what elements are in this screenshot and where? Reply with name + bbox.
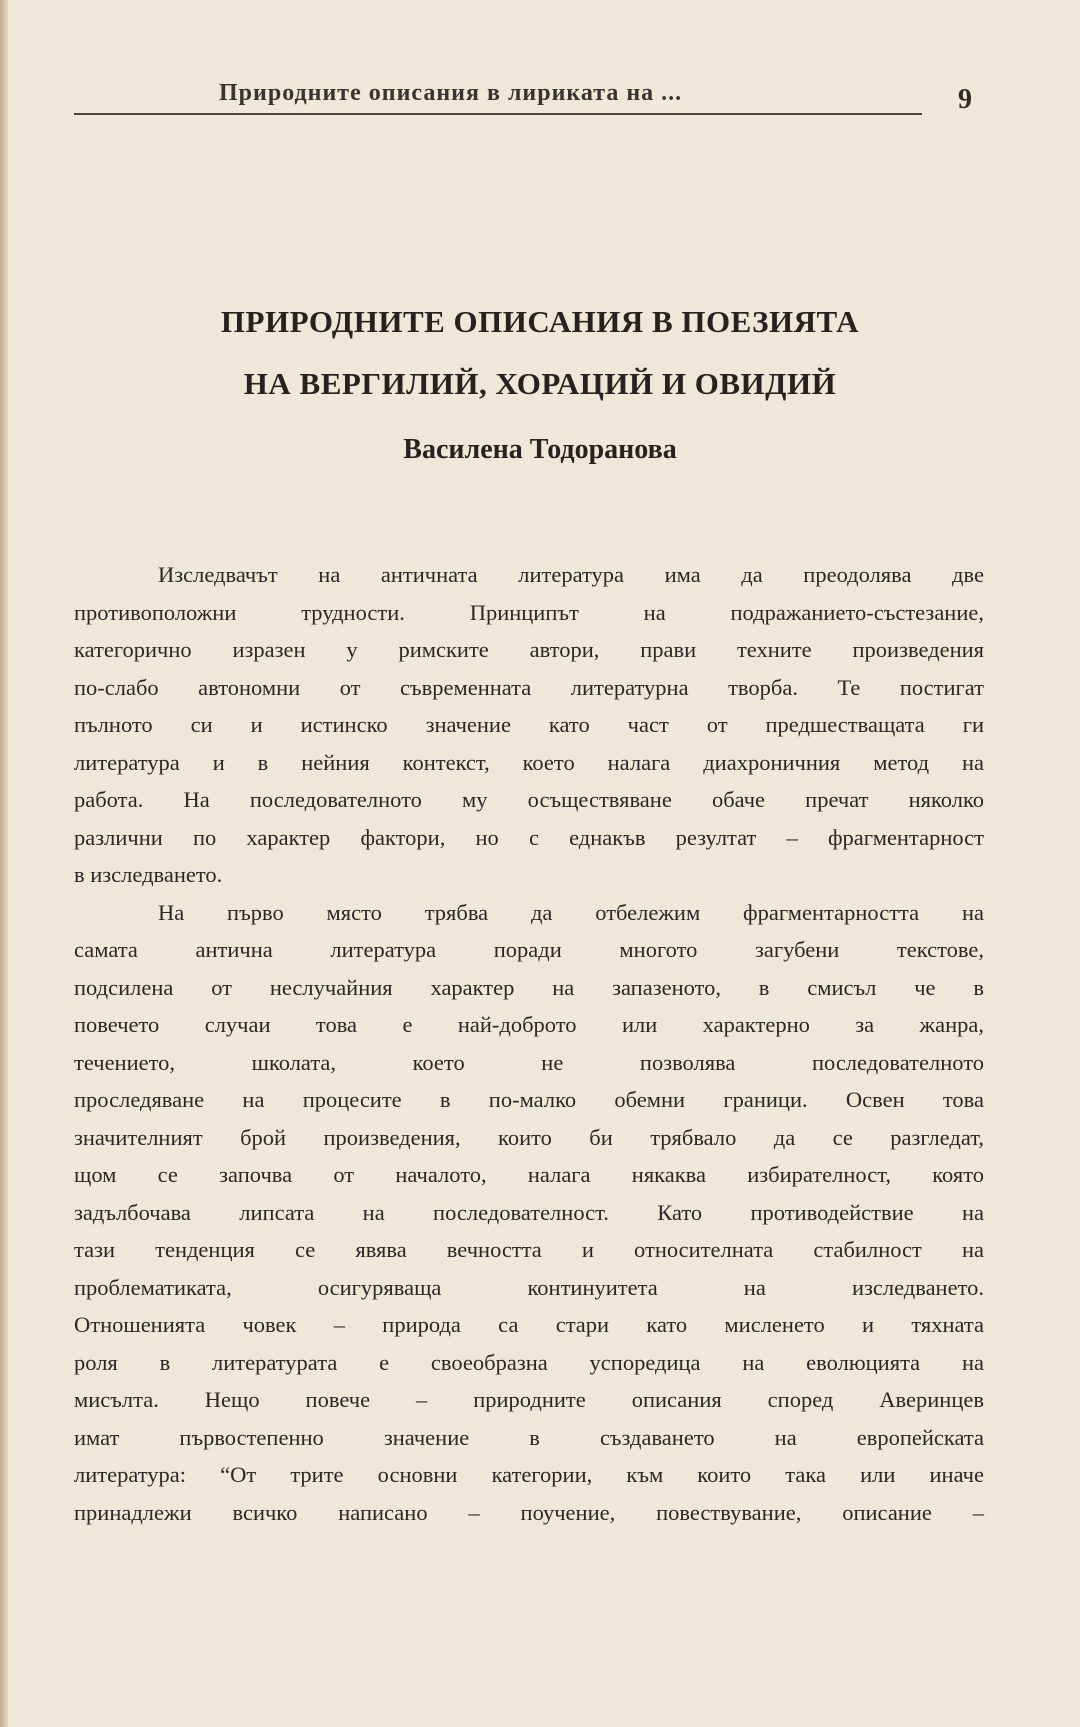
paragraph-line: проследяване на процесите в по-малко обемни граници. Освен това <box>74 1087 984 1112</box>
paragraph-line: пълното си и истинско значение като част от предшестващата ги <box>74 712 984 737</box>
body-text <box>74 556 984 1531</box>
paragraph-line: повечето случаи това е най-доброто или характерно за жанра, <box>74 1012 984 1037</box>
article-author: Василена Тодоранова <box>403 434 677 465</box>
paragraph-line: тази тенденция се явява вечността и относителната стабилност на <box>74 1237 984 1262</box>
article-title-line-2: НА ВЕРГИЛИЙ, ХОРАЦИЙ И ОВИДИЙ <box>243 366 837 401</box>
paragraph-line: различни по характер фактори, но с еднакъв резултат – фрагментарност <box>74 824 984 850</box>
page-edge-shadow <box>0 0 8 1727</box>
paragraph-line: щом се започва от началото, налага някаква избирателност, която <box>74 1162 984 1187</box>
paragraph-line: задълбочава липсата на последователност. Като противодействие на <box>74 1199 984 1225</box>
paragraph-line: проблематиката, осигуряваща континуитета на изследването. <box>74 1274 984 1300</box>
header-rule <box>74 113 922 115</box>
paragraph-line: подсилена от неслучайния характер на запазеното, в смисъл че в <box>74 974 984 1000</box>
paragraph-line: роля в литературата е своеобразна успоредица на еволюцията на <box>74 1349 984 1375</box>
paragraph-line: категорично изразен у римските автори, прави техните произведения <box>74 637 984 662</box>
paragraph-line: На първо място трябва да отбележим фрагментарността на <box>158 899 984 925</box>
paragraph-line: мисълта. Нещо повече – природните описания според Аверинцев <box>74 1387 984 1412</box>
paragraph-line: по-слабо автономни от съвременната литературна творба. Те постигат <box>74 674 984 700</box>
running-header <box>74 80 922 114</box>
paragraph-line: литература и в нейния контекст, което налага диахроничния метод на <box>74 749 984 775</box>
paragraph-line: в изследването. <box>74 862 223 887</box>
page-number: 9 <box>958 84 972 115</box>
paragraph-line: самата антична литература поради многото загубени текстове, <box>74 937 984 962</box>
paragraph-line: работа. На последователното му осъществяване обаче пречат няколко <box>74 787 984 812</box>
running-title: Природните описания в лириката на ... <box>219 80 683 106</box>
paragraph-line: Отношенията човек – природа са стари като мисленето и тяхната <box>74 1312 984 1337</box>
paragraph-line: литература: “От трите основни категории, към които така или иначе <box>74 1462 984 1487</box>
paragraph-line: принадлежи всичко написано – поучение, повествувание, описание – <box>74 1499 984 1525</box>
paragraph-line: противоположни трудности. Принципът на подражанието-състезание, <box>74 599 984 625</box>
paragraph-line: течението, школата, което не позволява последователното <box>74 1049 984 1075</box>
paragraph-line: Изследвачът на античната литература има да преодолява две <box>158 562 984 587</box>
paragraph-line: значителният брой произведения, които би трябвало да се разгледат, <box>74 1124 984 1150</box>
article-title-line-1: ПРИРОДНИТЕ ОПИСАНИЯ В ПОЕЗИЯТА <box>220 304 860 339</box>
paragraph-line: имат първостепенно значение в създаването на европейската <box>74 1424 984 1450</box>
